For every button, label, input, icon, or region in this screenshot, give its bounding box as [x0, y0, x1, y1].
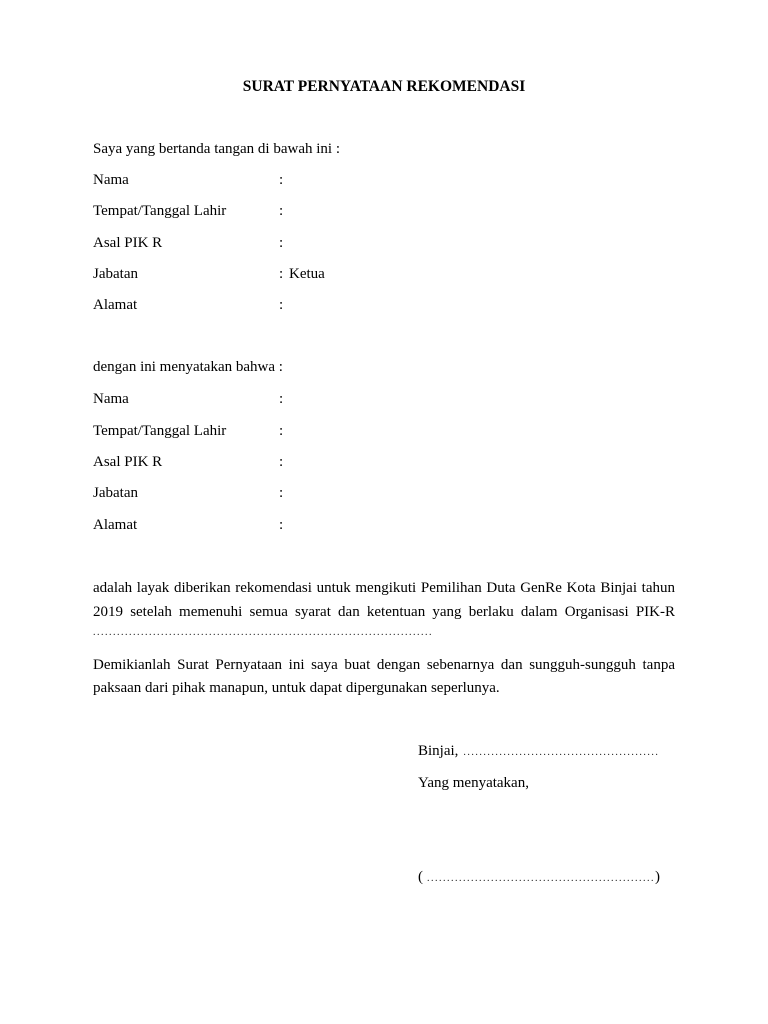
field-label: Alamat	[93, 297, 138, 313]
candidate-field-asal-pik-r	[93, 454, 675, 471]
field-value: Ketua	[289, 266, 325, 282]
signature-place: Binjai,	[418, 743, 459, 759]
candidate-intro: dengan ini menyatakan bahwa :	[93, 359, 283, 375]
signer-field-tempat-tanggal-lahir	[93, 203, 675, 220]
signer-field-jabatan	[93, 266, 675, 283]
field-label: Asal PIK R	[93, 454, 163, 470]
field-label: Jabatan	[93, 266, 138, 282]
field-colon: :	[279, 454, 284, 470]
field-label: Alamat	[93, 517, 138, 533]
field-label: Asal PIK R	[93, 235, 163, 251]
signer-field-nama	[93, 172, 675, 189]
fill-dots: .....................................................................................	[93, 627, 433, 638]
field-label: Tempat/Tanggal Lahir	[93, 203, 227, 219]
closing-line: Demikianlah Surat Pernyataan ini saya buat dengan sebenarnya dan sungguh-sungguh tanpa	[93, 657, 675, 673]
date-dots: .................................................	[463, 747, 660, 758]
signer-field-asal-pik-r	[93, 235, 675, 252]
field-colon: :	[279, 485, 284, 501]
statement-line: 2019 setelah memenuhi semua syarat dan ketentuan yang berlaku dalam Organisasi PIK-R	[93, 604, 675, 620]
candidate-field-nama	[93, 391, 675, 408]
field-colon: :	[279, 391, 284, 407]
statement-line: adalah layak diberikan rekomendasi untuk mengikuti Pemilihan Duta GenRe Kota Binjai tahun	[93, 580, 675, 596]
name-dots: .........................................................	[427, 873, 655, 884]
field-label: Tempat/Tanggal Lahir	[93, 423, 227, 439]
field-colon: :	[279, 235, 284, 251]
field-colon: :	[279, 266, 284, 282]
field-label: Nama	[93, 172, 129, 188]
field-colon: :	[279, 423, 284, 439]
signer-field-alamat	[93, 297, 675, 314]
candidate-field-tempat-tanggal-lahir	[93, 423, 675, 440]
open-paren: (	[418, 869, 423, 885]
document-title: SURAT PERNYATAAN REKOMENDASI	[242, 78, 526, 95]
field-colon: :	[279, 297, 284, 313]
signature-name-line	[418, 869, 660, 886]
signature-label: Yang menyatakan,	[418, 775, 529, 791]
field-label: Jabatan	[93, 485, 138, 501]
field-colon: :	[279, 203, 284, 219]
signature-place-date	[418, 743, 659, 760]
closing-line: paksaan dari pihak manapun, untuk dapat dipergunakan seperlunya.	[93, 680, 500, 696]
candidate-field-jabatan	[93, 485, 675, 502]
field-colon: :	[279, 517, 284, 533]
close-paren: )	[655, 869, 660, 885]
field-colon: :	[279, 172, 284, 188]
candidate-field-alamat	[93, 517, 675, 534]
statement-fill-line	[93, 623, 433, 640]
field-label: Nama	[93, 391, 129, 407]
signer-intro: Saya yang bertanda tangan di bawah ini :	[93, 141, 341, 157]
